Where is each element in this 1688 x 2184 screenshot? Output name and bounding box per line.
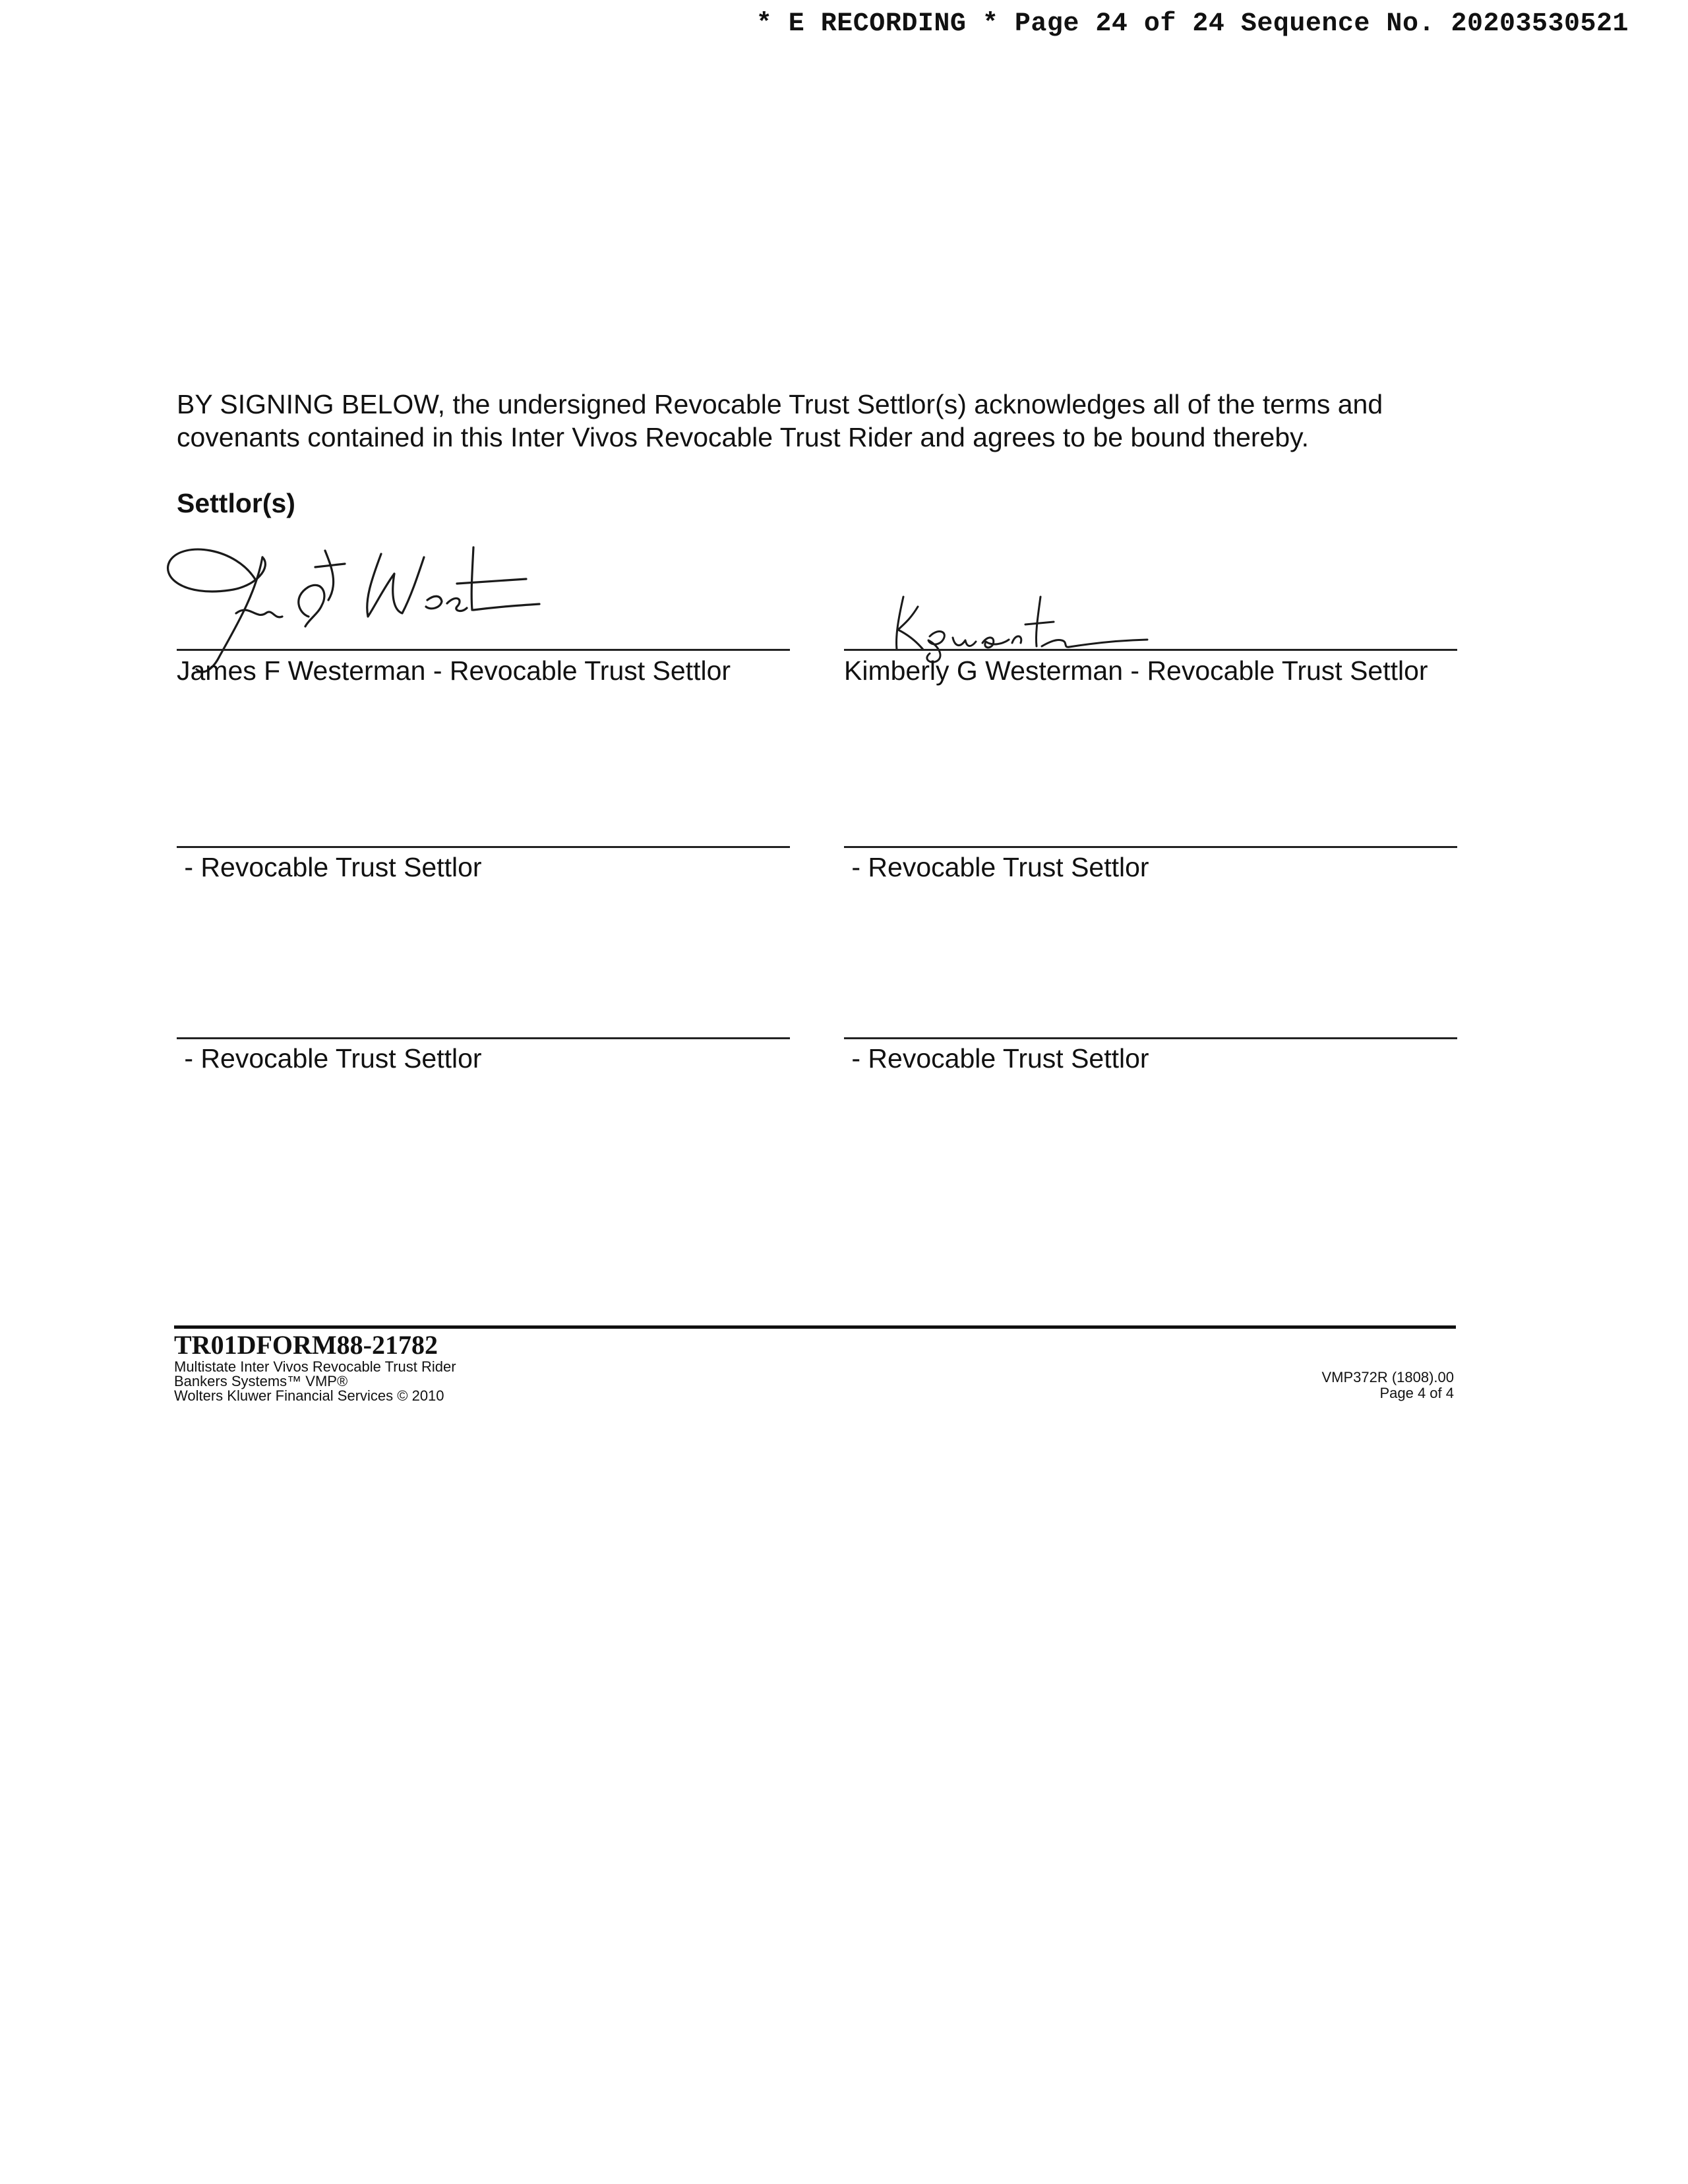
settlors-heading: Settlor(s) <box>177 488 295 518</box>
signature-block-james <box>177 528 790 725</box>
signature-caption-blank-4: - Revocable Trust Settlor <box>844 1043 1149 1074</box>
signature-caption-blank-1: - Revocable Trust Settlor <box>177 852 482 882</box>
signature-block-blank-3 <box>177 917 790 1074</box>
signature-caption-james: James F Westerman - Revocable Trust Settlor <box>177 655 731 686</box>
signature-block-kimberly <box>844 528 1457 725</box>
form-id: TR01DFORM88-21782 <box>174 1330 438 1360</box>
signature-caption-blank-3: - Revocable Trust Settlor <box>177 1043 482 1074</box>
signature-caption-kimberly: Kimberly G Westerman - Revocable Trust Settlor <box>844 655 1428 686</box>
kimberly-handwritten-signature <box>877 584 1220 709</box>
footer-vendor: Bankers Systems™ VMP® <box>174 1373 348 1389</box>
acknowledgement-paragraph: BY SIGNING BELOW, the undersigned Revocable Trust Settlor(s) acknowledges all of the terms and covenants contained in this Inter Vivos Revocable Trust Rider and agrees to be bound thereby. <box>177 389 1383 452</box>
signature-block-blank-4 <box>844 917 1457 1074</box>
footer-form-code: VMP372R (1808).00 <box>1321 1369 1454 1385</box>
footer-left-info <box>174 1360 456 1403</box>
footer-page-number: Page 4 of 4 <box>1379 1385 1454 1401</box>
recording-stamp: * E RECORDING * Page 24 of 24 Sequence No. 20203530521 <box>756 9 1629 39</box>
signature-block-blank-2 <box>844 725 1457 882</box>
signature-caption-blank-2: - Revocable Trust Settlor <box>844 852 1149 882</box>
footer-form-title: Multistate Inter Vivos Revocable Trust Rider <box>174 1358 456 1375</box>
signature-block-blank-1 <box>177 725 790 882</box>
footer-divider <box>174 1325 1456 1329</box>
footer-copyright: Wolters Kluwer Financial Services © 2010 <box>174 1387 444 1404</box>
footer-right-info <box>1226 1370 1454 1401</box>
